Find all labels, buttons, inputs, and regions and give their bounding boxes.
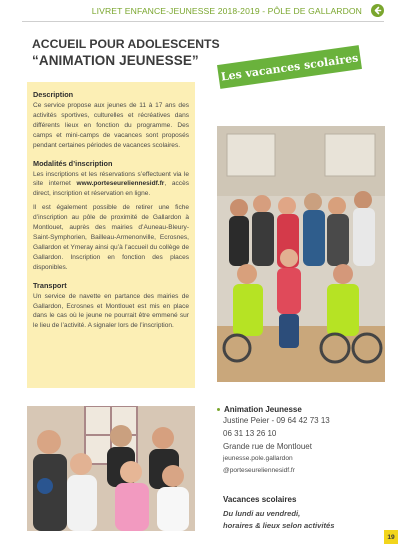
- vacances-line-2: horaires & lieux selon activités: [223, 520, 335, 530]
- contact-email-2[interactable]: @porteseureliennesidf.fr: [223, 467, 295, 474]
- vacances-title: Vacances scolaires: [223, 495, 297, 504]
- kids-photo: [27, 406, 195, 531]
- vacances-details: [223, 508, 383, 531]
- page-subtitle: “ANIMATION JEUNESSE”: [32, 53, 199, 68]
- page-title: ACCUEIL POUR ADOLESCENTS: [32, 37, 220, 51]
- vacances-banner: [217, 45, 362, 89]
- group-photo: [217, 126, 385, 382]
- inscription-text-b: , accès direct, inscription et réservation en ligne.: [33, 180, 189, 198]
- inscription-url[interactable]: www.porteseureliennesidf.fr: [76, 180, 165, 188]
- contact-email-1[interactable]: jeunesse.pole.gallardon: [223, 455, 293, 462]
- contact-title-text: Animation Jeunesse: [224, 405, 302, 414]
- page-number: 19: [384, 530, 398, 544]
- contact-address: Grande rue de Montlouet: [223, 442, 312, 451]
- header-title: LIVRET ENFANCE-JEUNESSE 2018-2019 - PÔLE DE GALLARDON: [91, 6, 362, 16]
- inscription-heading: Modalités d’inscription: [33, 158, 113, 168]
- inscription-text-extra: Il est également possible de retirer une fiche d’inscription au pôle de proximité de Gallardon à Montlouet, auprès des mairies d’Auneau-Bleury-Saint-Symphorien, Bailleau-Armenonville, Ecrosnes, Gallardon et Ymeray ainsi qu’à l’accueil du collège de Gallardon. Inscription en fonction des places disponibles.: [33, 204, 189, 271]
- page-header: [0, 0, 400, 22]
- inscription-text-a: Les inscriptions et les réservations s’effectuent via le site internet: [33, 170, 189, 188]
- contact-phone-2: 06 31 13 26 10: [223, 429, 277, 438]
- vacances-line-1: Du lundi au vendredi,: [223, 509, 301, 518]
- contact-title: [217, 405, 387, 414]
- contact-block: [217, 405, 387, 477]
- header-divider: [22, 21, 384, 22]
- transport-heading: Transport: [33, 280, 67, 290]
- back-arrow-icon[interactable]: [371, 4, 384, 17]
- description-text: Ce service propose aux jeunes de 11 à 17 ans des activités sportives, culturelles et récréatives dans différents lieux en fonction du programme. Des camps et mini-camps de vacances sont proposés pendant certaines périodes de vacances scolaires.: [33, 102, 189, 149]
- transport-text: Un service de navette en partance des mairies de Gallardon, Ecrosnes et Montlouet est mis en place dans le cas où le jeune ne pourrait être emmené sur le lieu de l’activité. A signaler lors de l’inscription.: [33, 292, 189, 330]
- description-heading: Description: [33, 90, 74, 99]
- bullet-icon: [217, 408, 220, 411]
- info-box: [27, 82, 195, 388]
- contact-phone-1: Justine Peier - 09 64 42 73 13: [223, 416, 330, 425]
- inscription-text: [33, 170, 189, 200]
- banner-text: Les vacances scolaires: [220, 50, 359, 84]
